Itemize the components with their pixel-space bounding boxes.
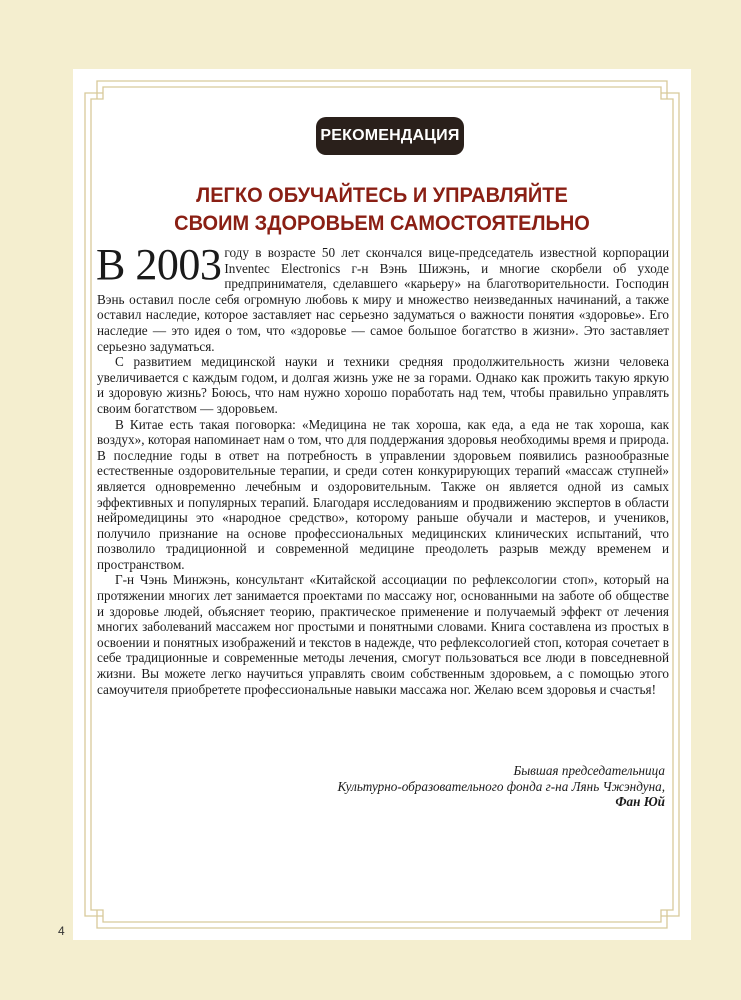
paragraph-4: Г-н Чэнь Минжэнь, консультант «Китайской ассоциации по рефлексологии стоп», который на протяжении многих лет занимается проектами по массажу ног, основанными на заботе об обществе и здоровье людей, объясняет теорию, практическое применение и получаемый эффект от лечения многих заболеваний массажем ног простыми и понятными словами. Книга составлена из простых в освоении и понятных изображений и текстов в надежде, что рефлексологией стоп, которая сочетает в себе традиционные и современные методы лечения, смогут пользоваться все люди в повседневной жизни. Вы можете легко научиться управлять своим собственным здоровьем, а с помощью этого самоучителя приобретете профессиональные навыки массажа ног. Желаю всем здоровья и счастья!: [97, 572, 669, 697]
recommendation-badge: РЕКОМЕНДАЦИЯ: [316, 117, 464, 155]
title-line-2: СВОИМ ЗДОРОВЬЕМ САМОСТОЯТЕЛЬНО: [174, 211, 590, 235]
page-title: [113, 181, 651, 237]
signature-name: Фан Юй: [615, 794, 665, 810]
drop-cap: В 2003: [96, 240, 222, 289]
page-number: 4: [58, 924, 65, 938]
title-line-1: ЛЕГКО ОБУЧАЙТЕСЬ И УПРАВЛЯЙТЕ: [196, 183, 568, 207]
body-text: [96, 240, 669, 697]
signature-role: Бывшая председательница: [513, 763, 665, 778]
signature-organization: Культурно-образовательного фонда г-на Лянь Чжэндуна,: [337, 778, 665, 794]
signature-block: [337, 763, 665, 810]
paragraph-1-text: году в возрасте 50 лет скончался вице-председатель известной корпорации Inventec Electronics г-н Вэнь Шижэнь, и многие скорбели об уходе предпринимателя, сделавшего «карьеру» на благотворительности. Господин Вэнь оставил после себя огромную любовь к миру и множество неизведанных начинаний, а также оставил наследие, которое заставляет нас серьезно задуматься о важности понятия «здоровье». Его наследие — это идея о том, что «здоровье — самое большое богатство в жизни». Это заставляет серьезно задуматься.: [97, 245, 669, 354]
paragraph-2: С развитием медицинской науки и техники средняя продолжительность жизни человека увеличивается с каждым годом, и долгая жизнь уже не за горами. Однако как прожить такую яркую и здоровую жизнь? Боюсь, что нам нужно хорошо поработать над тем, чтобы правильно управлять своим богатством — здоровьем.: [97, 354, 669, 416]
paragraph-1: [96, 240, 669, 354]
recommendation-page: [73, 69, 691, 940]
paragraph-3: В Китае есть такая поговорка: «Медицина не так хороша, как еда, а еда не так хороша, как воздух», которая напоминает нам о том, что для поддержания здоровья необходимы время и природа. В последние годы в ответ на потребность в управлении здоровьем появились разнообразные естественные оздоровительные терапии, и среди сотен конкурирующих терапий «массаж ступней» является одновременно лечебным и оздоровительным. Также он является одной из самых эффективных и популярных терапий. Благодаря исследованиям и продвижению экспертов в области нейромедицины это «народное средство», которому раньше обучали и мастеров, и учеников, получило признание на основе профессиональных медицинских клинических испытаний, что позволило традиционной и современной медицине преодолеть разрыв между временем и пространством.: [97, 416, 669, 572]
